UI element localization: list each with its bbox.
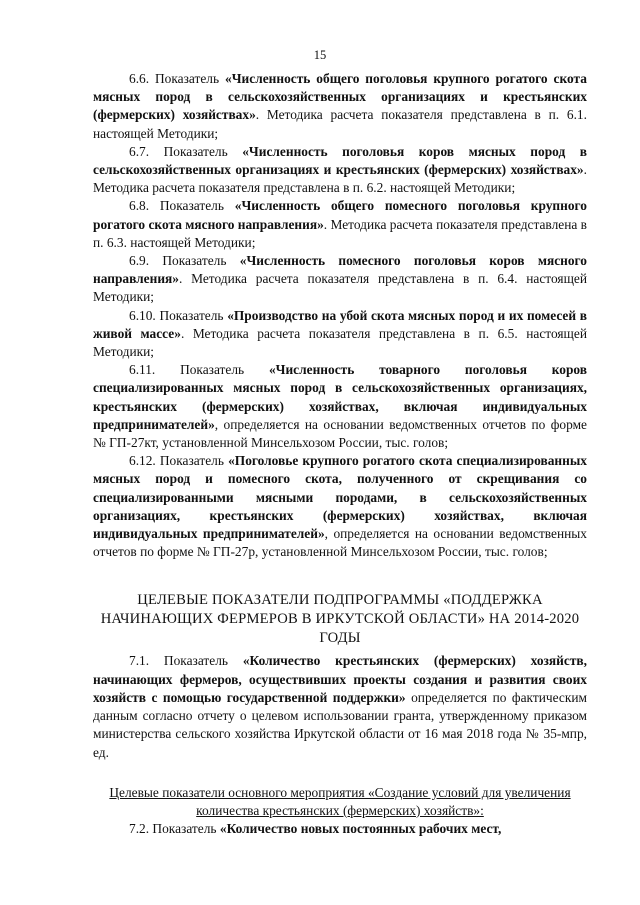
paragraph-lead: 6.12. Показатель [129,453,229,469]
paragraph-text: . Методика расчета показателя представлена в п. 6.2. настоящей Методики; [93,162,587,196]
paragraph-lead: 6.8. Показатель [129,198,235,214]
subsection-heading: Целевые показатели основного мероприятия «Создание условий для увеличения количества крестьянских (фермерских) хозяйств»: [109,784,571,818]
paragraph-lead: 6.6. Показатель [129,71,226,86]
paragraph-text: определяется по фактическим данным согласно отчету о целевом использовании гранта, утвержденному приказом министерства сельского хозяйства Иркутской области от 16 мая 2018 года № 35-мпр, ед. [93,689,587,760]
indicator-name: «Количество крестьянских (фермерских) хозяйств, начинающих фермеров, осуществивших проекты создания и развития своих хозяйств с помощью государственной поддержки» [93,653,587,705]
paragraph-6-11 [93,361,587,452]
indicator-name: «Численность общего поголовья крупного рогатого скота мясных пород в сельскохозяйственных организациях и крестьянских (фермерских) хозяйствах» [93,71,587,123]
indicator-name: «Численность товарного поголовья коров специализированных мясных пород в сельскохозяйственных организациях, крестьянских (фермерских) хозяйствах, включая индивидуальных предпринимателей» [93,362,588,432]
paragraph-text: . Методика расчета показателя представлена в п. 6.3. настоящей Методики; [93,216,587,250]
section-heading: ЦЕЛЕВЫЕ ПОКАЗАТЕЛИ ПОДПРОГРАММЫ «ПОДДЕРЖКА НАЧИНАЮЩИХ ФЕРМЕРОВ В ИРКУТСКОЙ ОБЛАСТИ» НА 2014-2020 ГОДЫ [100,592,580,647]
paragraph-lead: 7.2. Показатель [129,820,220,836]
indicator-name: «Численность общего помесного поголовья крупного рогатого скота мясного направления» [93,198,587,232]
paragraph-6-8 [93,197,587,252]
paragraph-text: , определяется на основании ведомственных отчетов по форме № ГП-27кт, установленной Минсельхозом России, тыс. голов; [93,416,587,451]
paragraph-6-10 [93,307,587,362]
paragraph-6-12 [93,452,587,561]
paragraph-lead: 6.10. Показатель [129,307,228,323]
indicator-name: «Количество новых постоянных рабочих мест, [219,820,502,836]
paragraph-lead: 7.1. Показатель [129,653,243,669]
indicator-name: «Численность помесного поголовья коров мясного направления» [93,253,587,287]
paragraph-6-7 [93,143,587,198]
indicator-name: «Поголовье крупного рогатого скота специализированных мясных пород и помесного скота, полученного от скрещивания со специализированными мясными породами, в сельскохозяйственных организациях, крестьянских (фермерских) хозяйствах, включая индивидуальных предпринимателей» [93,453,587,542]
document-body [93,70,587,838]
paragraph-lead: 6.7. Показатель [129,143,243,159]
paragraph-6-9 [93,252,587,307]
paragraph-text: . Методика расчета показателя представлена в п. 6.1. настоящей Методики; [93,107,587,141]
paragraph-6-6 [93,70,587,143]
paragraph-lead: 6.9. Показатель [129,253,240,269]
indicator-name: «Численность поголовья коров мясных пород в сельскохозяйственных организациях и крестьянских (фермерских) хозяйствах» [93,143,587,178]
paragraph-text: . Методика расчета показателя представлена в п. 6.4. настоящей Методики; [93,271,587,305]
page-number: 15 [313,48,327,62]
indicator-name: «Производство на убой скота мясных пород и их помесей в живой массе» [93,307,587,341]
paragraph-text: , определяется на основании ведомственных отчетов по форме № ГП-27р, установленной Минсельхозом России, тыс. голов; [93,526,588,560]
paragraph-7-1 [93,652,587,761]
paragraph-text: . Методика расчета показателя представлена в п. 6.5. настоящей Методики; [93,325,587,360]
paragraph-lead: 6.11. Показатель [129,362,269,378]
paragraph-7-2 [93,820,587,838]
